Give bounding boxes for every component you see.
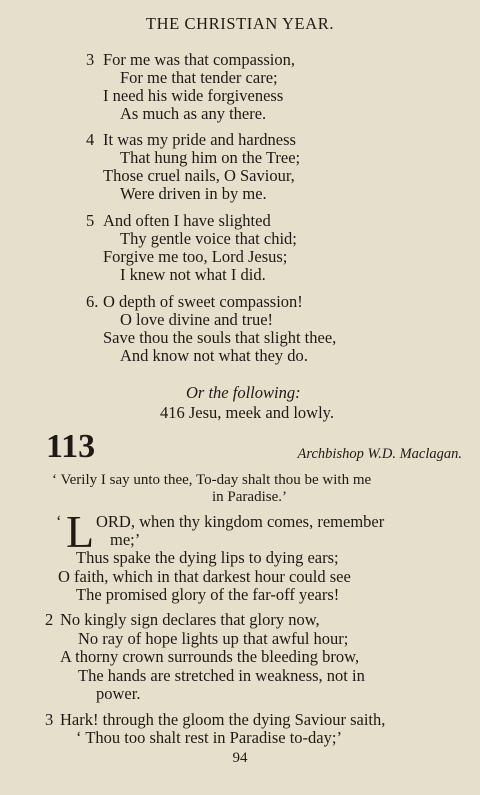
stanza-number: 6. xyxy=(86,292,99,311)
verse-line: Forgive me too, Lord Jesus; xyxy=(103,247,288,266)
hymn-author: Archbishop W.D. Maclagan. xyxy=(297,446,462,462)
verse-line: Thus spake the dying lips to dying ears; xyxy=(76,548,339,567)
verse-line: me;’ xyxy=(110,530,141,549)
running-header: THE CHRISTIAN YEAR. xyxy=(145,14,335,33)
verse-line: A thorny crown surrounds the bleeding brow, xyxy=(60,647,360,666)
verse-line: O faith, which in that darkest hour could see xyxy=(58,567,351,586)
verse-line: It was my pride and hardness xyxy=(103,130,296,149)
verse-line: The hands are stretched in weakness, not in xyxy=(78,666,365,685)
page-number: 94 xyxy=(232,750,248,766)
alternative-heading: Or the following: xyxy=(186,383,301,402)
verse-line: Hark! through the gloom the dying Saviour saith, xyxy=(60,710,386,729)
verse-line: ORD, when thy kingdom comes, remember xyxy=(96,512,385,531)
verse-line: No ray of hope lights up that awful hour; xyxy=(78,629,349,648)
verse-line: I need his wide forgiveness xyxy=(103,86,284,105)
verse-line: ‘ Thou too shalt rest in Paradise to-day;’ xyxy=(76,728,342,747)
verse-line: That hung him on the Tree; xyxy=(120,148,301,167)
verse-line: Those cruel nails, O Saviour, xyxy=(103,166,295,185)
verse-line: power. xyxy=(96,684,141,703)
alternative-hymn-reference: 416 Jesu, meek and lowly. xyxy=(160,403,334,422)
stanza-number: 4 xyxy=(86,130,95,149)
verse-line: For me that tender care; xyxy=(120,68,278,87)
stanza-number: 3 xyxy=(86,50,95,69)
epigraph-line: ‘ Verily I say unto thee, To-day shalt thou be with me xyxy=(52,472,372,488)
verse-line: I knew not what I did. xyxy=(120,265,266,284)
stanza-number: 2 xyxy=(45,610,54,629)
verse-line: As much as any there. xyxy=(120,104,267,123)
stanza-number: 3 xyxy=(45,710,54,729)
verse-line: O depth of sweet compassion! xyxy=(103,292,303,311)
drop-cap: L xyxy=(66,506,95,557)
verse-line: The promised glory of the far-off years! xyxy=(76,585,340,604)
opening-quote: ‘ xyxy=(56,512,62,531)
verse-line: For me was that compassion, xyxy=(103,50,296,69)
stanza-number: 5 xyxy=(86,211,95,230)
verse-line: Thy gentle voice that chid; xyxy=(120,229,297,248)
hymn-number: 113 xyxy=(46,428,96,465)
verse-line: And know not what they do. xyxy=(120,346,308,365)
verse-line: Were driven in by me. xyxy=(120,184,267,203)
verse-line: And often I have slighted xyxy=(103,211,271,230)
verse-line: Save thou the souls that slight thee, xyxy=(103,328,337,347)
verse-line: No kingly sign declares that glory now, xyxy=(60,610,320,629)
epigraph-line: in Paradise.’ xyxy=(212,489,287,505)
verse-line: O love divine and true! xyxy=(120,310,274,329)
